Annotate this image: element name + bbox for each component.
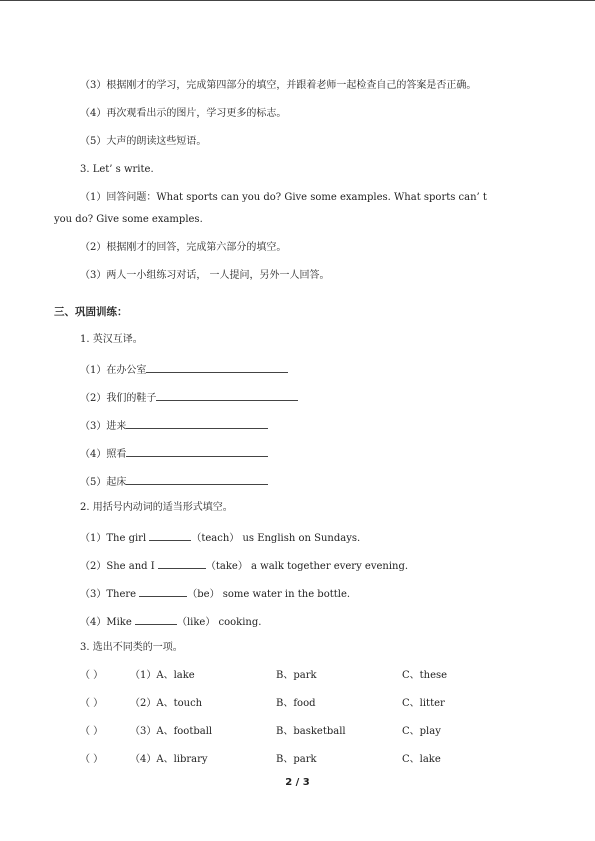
q3-title: 3. 选出不同类的一项。 bbox=[80, 642, 183, 653]
answer-blank[interactable] bbox=[139, 585, 187, 597]
q3-bracket[interactable]: （ ） bbox=[80, 698, 104, 709]
q3-bracket[interactable]: （ ） bbox=[80, 670, 104, 681]
step-5-read: （5）大声的朗读这些短语。 bbox=[80, 136, 207, 147]
q3-option-a: （4）A、library bbox=[130, 754, 208, 765]
step-3-fill: （3）根据刚才的学习，完成第四部分的填空，并跟着老师一起检查自己的答案是否正确。 bbox=[80, 80, 477, 91]
q3-option-c: C、play bbox=[402, 726, 441, 737]
write-step-1: （1）回答问题：What sports can you do? Give some examples. What sports can’ t bbox=[80, 192, 487, 203]
answer-blank[interactable] bbox=[146, 361, 288, 373]
q2-item-2: （2）She and I （take） a walk together every evening. bbox=[80, 557, 408, 574]
q1-item-3: （3）进来 bbox=[80, 417, 268, 434]
q1-title: 1. 英汉互译。 bbox=[80, 334, 143, 345]
lets-write-heading: 3. Let’ s write. bbox=[80, 164, 154, 175]
q1-item-2: （2）我们的鞋子 bbox=[80, 389, 298, 406]
q3-option-a: （3）A、football bbox=[130, 726, 213, 737]
q3-bracket[interactable]: （ ） bbox=[80, 726, 104, 737]
section-title: 三、巩固训练： bbox=[54, 306, 128, 318]
write-step-3: （3）两人一小组练习对话， 一人提问，另外一人回答。 bbox=[80, 270, 330, 281]
q3-option-b: B、basketball bbox=[276, 726, 346, 737]
q3-bracket[interactable]: （ ） bbox=[80, 754, 104, 765]
q3-option-a: （2）A、touch bbox=[130, 698, 203, 709]
q3-option-a: （1）A、lake bbox=[130, 670, 195, 681]
answer-blank[interactable] bbox=[156, 389, 298, 401]
answer-blank[interactable] bbox=[126, 473, 268, 485]
q1-item-5: （5）起床 bbox=[80, 473, 268, 490]
step-4-signs: （4）再次观看出示的图片，学习更多的标志。 bbox=[80, 108, 287, 119]
q2-item-1: （1）The girl （teach） us English on Sundays. bbox=[80, 529, 360, 546]
write-step-1-cont: you do? Give some examples. bbox=[54, 214, 203, 225]
q3-option-b: B、park bbox=[276, 670, 317, 681]
q1-item-4: （4）照看 bbox=[80, 445, 268, 462]
q2-title: 2. 用括号内动词的适当形式填空。 bbox=[80, 502, 233, 513]
q3-option-c: C、these bbox=[402, 670, 448, 681]
top-border bbox=[0, 0, 595, 1]
q2-item-4: （4）Mike （like） cooking. bbox=[80, 613, 261, 630]
answer-blank[interactable] bbox=[135, 613, 177, 625]
q3-option-b: B、park bbox=[276, 754, 317, 765]
q3-option-b: B、food bbox=[276, 698, 316, 709]
write-step-2: （2）根据刚才的回答，完成第六部分的填空。 bbox=[80, 242, 287, 253]
answer-blank[interactable] bbox=[126, 417, 268, 429]
q3-option-c: C、lake bbox=[402, 754, 441, 765]
answer-blank[interactable] bbox=[149, 529, 191, 541]
answer-blank[interactable] bbox=[126, 445, 268, 457]
page-number: 2 / 3 bbox=[285, 777, 310, 788]
q2-item-3: （3）There （be） some water in the bottle. bbox=[80, 585, 350, 602]
q3-option-c: C、litter bbox=[402, 698, 445, 709]
answer-blank[interactable] bbox=[158, 557, 206, 569]
q1-item-1: （1）在办公室 bbox=[80, 361, 288, 378]
